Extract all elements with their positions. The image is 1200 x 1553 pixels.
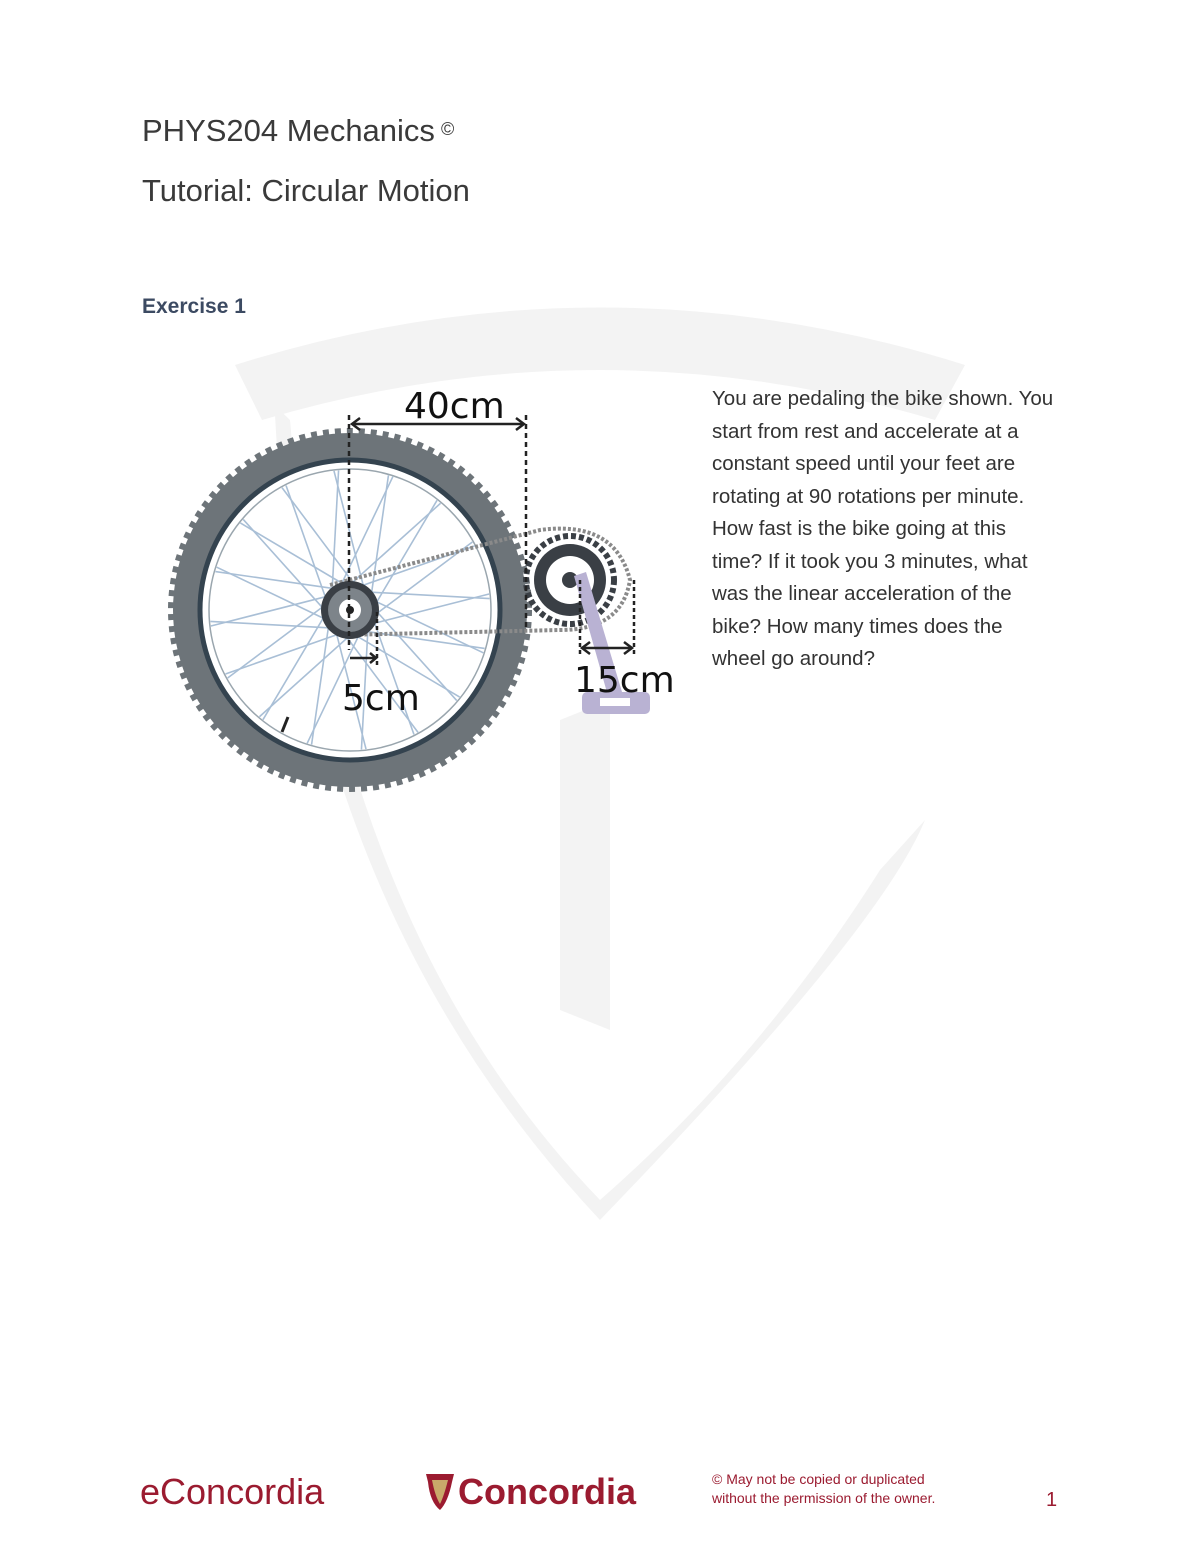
- concordia-logo-text: Concordia: [458, 1471, 637, 1512]
- tutorial-title: Tutorial: Circular Motion: [142, 173, 470, 208]
- concordia-logo: [422, 1466, 667, 1514]
- page-number: 1: [1046, 1489, 1058, 1511]
- problem-statement: You are pedaling the bike shown. You start from rest and accelerate at a constant speed until your feet are rotating at 90 rotations per minute. How fast is the bike going at this time? If it took you 3 minutes, what was the linear acceleration of the bike? How many times does the wheel go around?: [712, 387, 1054, 670]
- wheel-radius-label: 40cm: [404, 386, 505, 427]
- copyright-notice: [712, 1470, 935, 1508]
- econcordia-logo-text: eConcordia: [140, 1471, 325, 1512]
- crank-length-label: 15cm: [574, 660, 675, 701]
- hub-radius-label: 5cm: [342, 678, 420, 719]
- copyright-line-2: without the permission of the owner.: [712, 1490, 936, 1506]
- copyright-line-1: © May not be copied or duplicated: [712, 1471, 925, 1487]
- course-title: [142, 113, 454, 149]
- copyright-mark: ©: [440, 119, 455, 139]
- exercise-heading: Exercise 1: [142, 295, 246, 318]
- bike-wheel-figure: [160, 380, 700, 800]
- econcordia-logo: [140, 1466, 380, 1514]
- chainring: [526, 536, 614, 624]
- course-name: PHYS204 Mechanics: [142, 113, 435, 148]
